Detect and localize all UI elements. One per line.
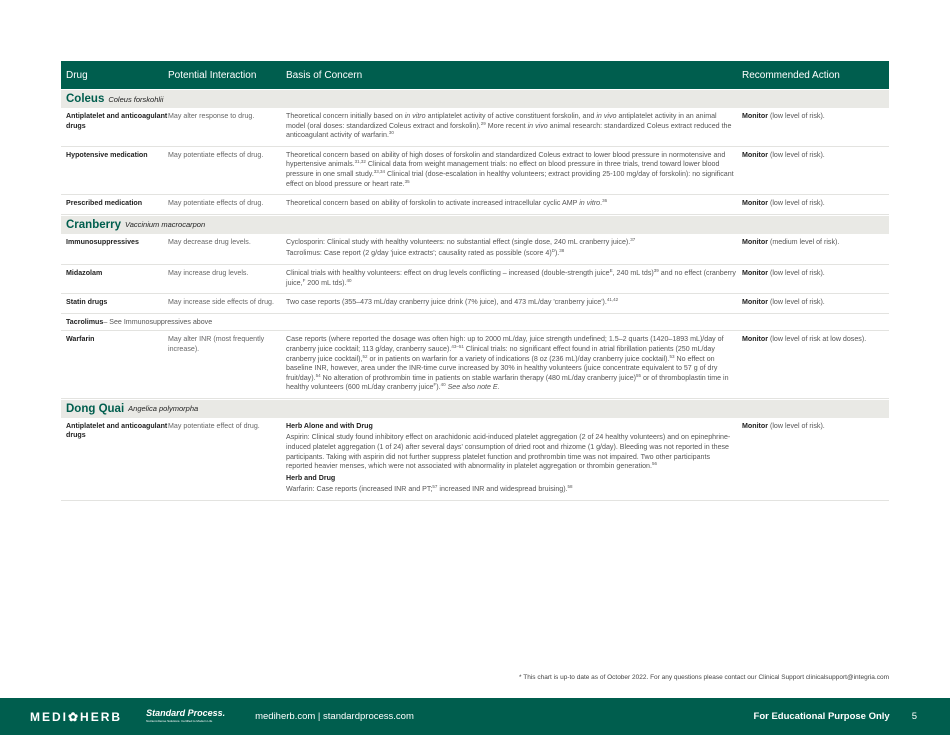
basis-paragraph — [286, 238, 736, 248]
basis-text: Theoretical concern initially based on — [286, 112, 405, 120]
basis-paragraph — [286, 249, 736, 259]
reference-superscript: 58 — [567, 484, 573, 490]
table-row — [61, 147, 889, 195]
basis-paragraph — [286, 335, 736, 393]
basis-paragraph — [286, 474, 736, 484]
reference-superscript: 40 — [346, 277, 352, 283]
basis-of-concern — [286, 199, 742, 211]
herb-name: Coleus — [66, 93, 105, 105]
action-level: Monitor — [742, 199, 769, 208]
basis-text: Two case reports (355–473 mL/day cranberry juice drink (7% juice), and 473 mL/day 'cranberry juice'). — [286, 298, 607, 307]
reference-superscript: 33,34 — [373, 168, 386, 174]
reference-superscript: 40 — [440, 382, 446, 388]
table-row — [61, 234, 889, 265]
drug-name: Warfarin — [66, 335, 95, 344]
basis-text: or in patients on warfarin for a variety of indications (8 oz (236 mL)/day cranberry juice cocktail). — [367, 354, 670, 363]
action-level: Monitor — [742, 150, 769, 159]
potential-interaction: May decrease drug levels. — [168, 237, 251, 246]
sp-tagline: Nutrient-Dense Solutions. Certified to Modern Life — [146, 718, 213, 723]
reference-superscript: F — [433, 382, 437, 388]
col-drug: Drug — [66, 69, 88, 81]
basis-subheading: Herb and Drug — [286, 473, 336, 482]
basis-text: Clinical trials: no significant effect found in atrial fibrillation patients (250 mL/day cranberry juice cocktail), — [286, 344, 715, 363]
reference-superscript: F — [302, 277, 306, 283]
basis-paragraph — [286, 422, 736, 432]
basis-text: Theoretical concern based on ability of forskolin to activate increased intracellular cyclic AMP — [286, 199, 580, 208]
basis-text: Cyclosporin: Clinical study with healthy volunteers: no substantial effect (single dose, 240 mL cranberry juice). — [286, 237, 631, 246]
basis-text: . — [600, 199, 603, 208]
basis-text: ). — [554, 249, 560, 258]
basis-text: No alteration of prothrombin time in patients on stable warfarin therapy (480 mL/day cranberry juice) — [320, 373, 637, 382]
action-detail: (low level of risk at low doses). — [768, 335, 867, 344]
basis-paragraph — [286, 485, 736, 495]
drug-name: Midazolam — [66, 268, 103, 277]
reference-superscript: 53 — [669, 353, 675, 359]
section-header — [61, 400, 889, 418]
potential-interaction: May potentiate effects of drug. — [168, 199, 264, 208]
table-header — [61, 61, 889, 89]
basis-text: antiplatelet activity of active constituent forskolin, and — [425, 112, 597, 120]
drug-name: Statin drugs — [66, 298, 108, 307]
reference-superscript: 38 — [559, 248, 565, 254]
basis-subheading: Herb Alone and with Drug — [286, 421, 373, 430]
action-level: Monitor — [742, 237, 769, 246]
basis-text: Theoretical concern based on ability of high doses of forskolin and standardized Coleus extract to lower blood pressure in normotensive and hypertensive animals. — [286, 150, 726, 169]
action-level: Monitor — [742, 268, 769, 277]
action-detail: (low level of risk). — [768, 112, 825, 120]
reference-superscript: 29 — [480, 120, 486, 126]
potential-interaction: May alter response to drug. — [168, 112, 255, 120]
action-detail: (low level of risk). — [768, 150, 825, 159]
footer-links[interactable]: mediherb.com | standardprocess.com — [255, 711, 414, 722]
basis-of-concern — [286, 269, 742, 290]
reference-superscript: 35 — [404, 178, 410, 184]
reference-superscript: 57 — [432, 484, 438, 490]
basis-text: Clinical trial (dose-escalation in healthy volunteers; extract providing 25-100 mg/day of forskolin): no significant effect on blood pressure or heart rate. — [286, 169, 734, 188]
col-interaction: Potential Interaction — [168, 69, 257, 81]
basis-text: antiplatelet activity in an animal model (oral doses: standardized Coleus extract and forskolin). — [286, 112, 717, 130]
basis-italic: See also note E. — [447, 383, 500, 392]
basis-text: and no effect (cranberry juice, — [286, 268, 736, 287]
footnote: * This chart is up-to date as of October 2022. For any questions please contact our Clinical Support clinicalsupport@integria.com — [519, 674, 889, 681]
potential-interaction: May potentiate effect of drug. — [168, 421, 260, 430]
reference-superscript: 31,32 — [354, 159, 366, 165]
reference-superscript: D — [551, 248, 555, 254]
section-header — [61, 216, 889, 234]
recommended-action — [742, 422, 889, 497]
basis-text: Clinical trials with healthy volunteers: effect on drug levels conflicting – increased (double-strength juice — [286, 268, 610, 277]
table-row — [61, 195, 889, 215]
basis-paragraph — [286, 433, 736, 471]
action-level: Monitor — [742, 335, 769, 344]
action-detail: (low level of risk). — [768, 421, 825, 430]
basis-of-concern — [286, 335, 742, 395]
recommended-action — [742, 151, 889, 191]
action-detail: (low level of risk). — [768, 298, 825, 307]
basis-text: or of thromboplastin time in healthy volunteers (600 mL/day cranberry juice — [286, 373, 729, 392]
reference-superscript: 52 — [362, 353, 368, 359]
herb-name: Dong Quai — [66, 402, 125, 415]
drug-name: Hypotensive medication — [66, 150, 148, 159]
educational-notice: For Educational Purpose Only — [753, 711, 890, 722]
col-basis: Basis of Concern — [286, 69, 363, 81]
footer — [0, 698, 950, 735]
potential-interaction: May increase side effects of drug. — [168, 298, 274, 307]
basis-paragraph — [286, 199, 736, 209]
table-row — [61, 331, 889, 399]
standard-process-logo — [146, 709, 225, 725]
basis-paragraph — [286, 112, 736, 141]
basis-text: Case reports (where reported the dosage was often high: up to 2000 mL/day, juice strength undefined; 1.5–2 quarts (1420–1893 mL)/day of cranberry juice cocktail; 113 g/day, cranberry sauce). — [286, 335, 724, 353]
basis-of-concern — [286, 238, 742, 261]
section-header — [61, 90, 889, 108]
recommended-action — [742, 112, 889, 143]
basis-text: Clinical data from weight management trials: no effect on blood pressure in three trials, trend toward lower blood pressure in one small study. — [286, 160, 720, 178]
col-action: Recommended Action — [742, 69, 840, 81]
action-level: Monitor — [742, 298, 769, 307]
page-number: 5 — [911, 711, 917, 722]
drug-name: Antiplatelet and anticoagulant drugs — [66, 112, 168, 130]
action-detail: (low level of risk). — [768, 199, 825, 208]
table-row — [61, 108, 889, 147]
recommended-action — [742, 238, 889, 261]
drug-name: Prescribed medication — [66, 199, 143, 208]
reference-superscript: 55 — [636, 372, 642, 378]
recommended-action — [742, 335, 889, 395]
basis-text: Warfarin: Case reports (increased INR and PT; — [286, 485, 433, 494]
basis-text: More recent — [485, 121, 528, 130]
basis-text: 200 mL tds). — [305, 278, 347, 287]
basis-paragraph — [286, 269, 736, 288]
basis-paragraph — [286, 151, 736, 189]
basis-of-concern — [286, 151, 742, 191]
recommended-action — [742, 199, 889, 211]
basis-italic: in vivo — [596, 112, 617, 120]
drug-name: Antiplatelet and anticoagulant drugs — [66, 421, 168, 440]
reference-superscript: 36 — [602, 198, 608, 204]
herb-latin-name: Vaccinium macrocarpon — [124, 220, 206, 230]
basis-of-concern — [286, 422, 742, 497]
action-detail: (low level of risk). — [768, 268, 825, 277]
mediherb-logo: MEDI✿HERB — [30, 709, 123, 724]
basis-text: , 240 mL tds) — [612, 268, 654, 277]
reference-superscript: E — [609, 267, 613, 273]
reference-superscript: 43–51 — [451, 343, 464, 349]
table-row — [61, 265, 889, 294]
action-level: Monitor — [742, 421, 769, 430]
basis-text: Tacrolimus: Case report (2 g/day 'juice extracts'; causality rated as possible (score 4) — [286, 249, 552, 258]
basis-of-concern — [286, 298, 742, 310]
table-row — [61, 418, 889, 501]
note-row — [61, 314, 889, 332]
sp-logo-text: Standard Process. — [146, 707, 226, 718]
basis-text: animal research: standardized Coleus extract reduced the anticoagulant activity of warfarin. — [286, 121, 732, 140]
reference-superscript: 41,42 — [606, 297, 619, 303]
action-detail: (medium level of risk). — [768, 237, 840, 246]
herb-latin-name: Coleus forskohlii — [108, 94, 164, 104]
reference-superscript: 39 — [653, 267, 659, 273]
potential-interaction: May potentiate effects of drug. — [168, 150, 264, 159]
herb-latin-name: Angelica polymorpha — [128, 404, 199, 414]
reference-superscript: 30 — [388, 130, 394, 136]
potential-interaction: May increase drug levels. — [168, 268, 249, 277]
note-drug: Tacrolimus — [66, 317, 104, 326]
basis-italic: in vivo — [527, 121, 548, 130]
basis-text: ). — [436, 383, 441, 392]
basis-text: No effect on baseline INR, however, area under the INR-time curve increased by 30% in healthy volunteers (juice concentrate equivalent to 57 g of dry fruit/day). — [286, 354, 718, 382]
reference-superscript: 56 — [651, 461, 657, 467]
basis-paragraph — [286, 298, 736, 308]
reference-superscript: 37 — [630, 236, 636, 242]
reference-superscript: 54 — [315, 372, 321, 378]
basis-of-concern — [286, 112, 742, 143]
table-row — [61, 294, 889, 314]
basis-italic: in vitro — [404, 112, 426, 120]
note-text: – See Immunosuppressives above — [103, 317, 213, 326]
recommended-action — [742, 298, 889, 310]
basis-italic: in vitro — [579, 199, 601, 208]
drug-name: Immunosuppressives — [66, 237, 139, 246]
action-level: Monitor — [742, 112, 769, 120]
interaction-table — [61, 61, 889, 501]
recommended-action — [742, 269, 889, 290]
basis-text: Aspirin: Clinical study found inhibitory effect on arachidonic acid-induced platelet aggregation (2 of 24 healthy volunteers) and on epinephrine-induced platelet aggregation (1 of 24) after several days' consumption of dried root and rhizome (1 g/day). Bleeding was not reported in these participants. Taking with aspirin did not further suppress platelet function and prothrombin time was not impaired. Two other participants reported heavier menses, which were not associated with abnormality in platelet aggregation or thrombin generation. — [286, 433, 731, 471]
potential-interaction: May alter INR (most frequently increase). — [168, 335, 265, 353]
basis-text: increased INR and widespread bruising). — [437, 485, 568, 494]
table-body — [61, 90, 889, 501]
herb-name: Cranberry — [66, 218, 121, 231]
